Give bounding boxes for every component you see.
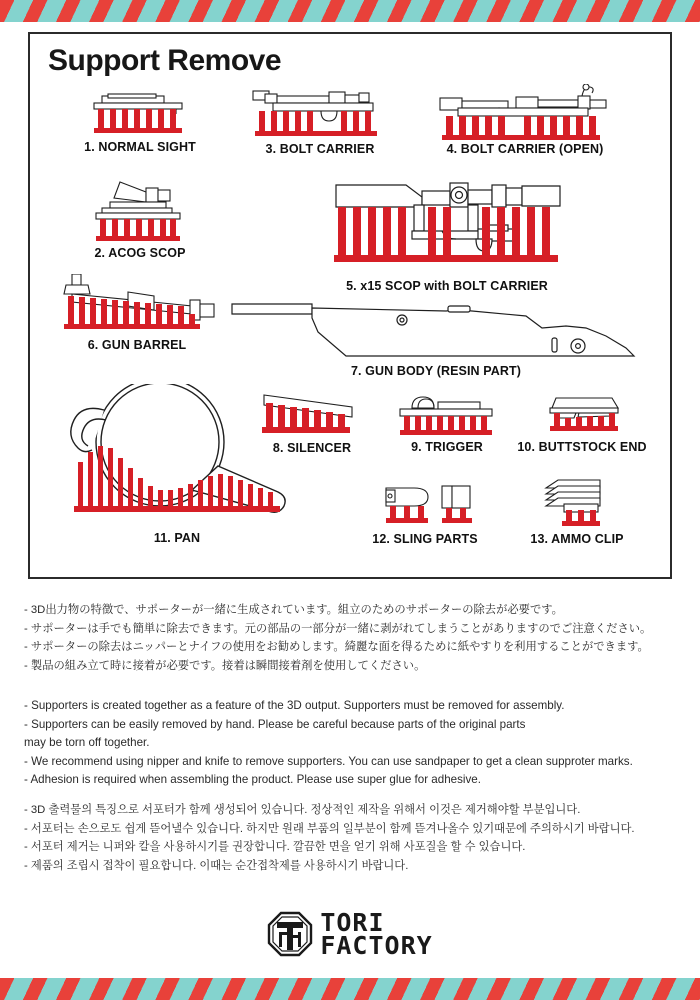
part-art-pan [42, 384, 312, 529]
note-line: - Adhesion is required when assembling the product. Please use super glue for adhesive. [24, 773, 481, 786]
note-line: - Supporters is created together as a feature of the 3D output. Supporters must be removed for assembly. [24, 699, 565, 712]
note-line: - 서포터 제거는 니퍼와 칼을 사용하시기를 권장합니다. 깔끔한 면을 얻기 위해 사포질을 할 수 있습니다. [24, 841, 526, 853]
part-item-trigger [392, 394, 502, 454]
note-line: - We recommend using nipper and knife to remove supporters. You can use sandpaper to get a clean supproter marks. [24, 754, 633, 768]
part-caption: 8. SILENCER [272, 441, 352, 455]
part-caption: 3. BOLT CARRIER [265, 142, 375, 156]
part-art-sling-parts [360, 482, 490, 530]
part-art-gun-barrel [42, 274, 232, 336]
part-art-acog-scop [80, 176, 200, 244]
part-art-gun-body [226, 292, 646, 364]
part-item-bolt-carrier [245, 88, 395, 156]
tori-octagon-icon [267, 911, 313, 957]
part-item-gun-barrel [42, 274, 232, 352]
notes-korean [24, 801, 684, 875]
top-striped-border [0, 0, 700, 22]
notes-japanese [24, 601, 684, 675]
part-art-trigger [392, 394, 502, 438]
part-item-acog-scop [80, 176, 200, 260]
note-line: - Supporters can be easily removed by hand. Please be careful because parts of the original parts [24, 717, 526, 731]
part-item-ammo-clip [512, 474, 642, 546]
instruction-panel [28, 32, 672, 579]
part-caption: 5. x15 SCOP with BOLT CARRIER [346, 279, 548, 293]
note-line: may be torn off together. [24, 736, 150, 749]
note-line: - サポーターは手でも簡単に除去できます。元の部品の一部分が一緒に剥がれてしまうことがありますのでご注意ください。 [24, 622, 652, 635]
part-art-bolt-carrier [245, 88, 395, 140]
part-caption: 10. BUTTSTOCK END [517, 440, 647, 454]
page-title: Support Remove [48, 44, 282, 77]
part-art-ammo-clip [512, 474, 642, 530]
part-caption: 4. BOLT CARRIER (OPEN) [446, 142, 604, 156]
part-item-sling-parts [360, 482, 490, 546]
part-caption: 13. AMMO CLIP [530, 532, 624, 546]
note-line: - 製品の組み立て時に接着が必要です。接着は瞬間接着剤を使用してください。 [24, 659, 426, 672]
note-line: - 제품의 조립시 접착이 필요합니다. 이때는 순간접착제를 사용하시기 바랍니다. [24, 859, 409, 872]
bottom-striped-border [0, 978, 700, 1000]
part-caption: 6. GUN BARREL [87, 338, 187, 352]
brand-line-2: FACTORY [320, 931, 433, 961]
note-line: - 서포터는 손으로도 쉽게 뜯어낼수 있습니다. 하지만 원래 부품의 일부분이 함께 뜯겨나올수 있기때문에 주의하시기 바랍니다. [24, 822, 635, 835]
brand-line-1: TORI [320, 907, 385, 937]
part-art-buttstock-end [512, 394, 652, 438]
part-art-normal-sight [80, 92, 200, 138]
part-item-gun-body [226, 292, 646, 378]
note-line: - 3D 출력물의 특징으로 서포터가 함께 생성되어 있습니다. 정상적인 제작을 위해서 이것은 제거해야할 부분입니다. [24, 804, 581, 816]
brand-logo [0, 907, 700, 961]
note-line: - サポーターの除去はニッパーとナイフの使用をお勧めします。綺麗な面を得るために紙やすりを利用することができます。 [24, 641, 649, 653]
part-caption: 2. ACOG SCOP [94, 246, 186, 260]
part-art-bolt-carrier-open [430, 84, 620, 140]
part-art-x15-scop [322, 177, 572, 277]
part-caption: 7. GUN BODY (RESIN PART) [350, 364, 521, 378]
part-caption: 1. NORMAL SIGHT [84, 140, 196, 154]
part-item-buttstock-end [512, 394, 652, 454]
notes-english [24, 697, 684, 790]
part-caption: 11. PAN [153, 531, 201, 545]
part-item-bolt-carrier-open [430, 84, 620, 156]
brand-wordmark [320, 907, 433, 961]
part-caption: 9. TRIGGER [411, 440, 483, 454]
part-item-normal-sight [80, 92, 200, 154]
note-line: - 3D出力物の特徴で、サポーターが一緒に生成されています。組立のためのサポーターの除去が必要です。 [24, 604, 563, 616]
part-item-x15-scop [322, 177, 572, 293]
part-item-pan [42, 384, 312, 545]
part-caption: 12. SLING PARTS [372, 532, 478, 546]
